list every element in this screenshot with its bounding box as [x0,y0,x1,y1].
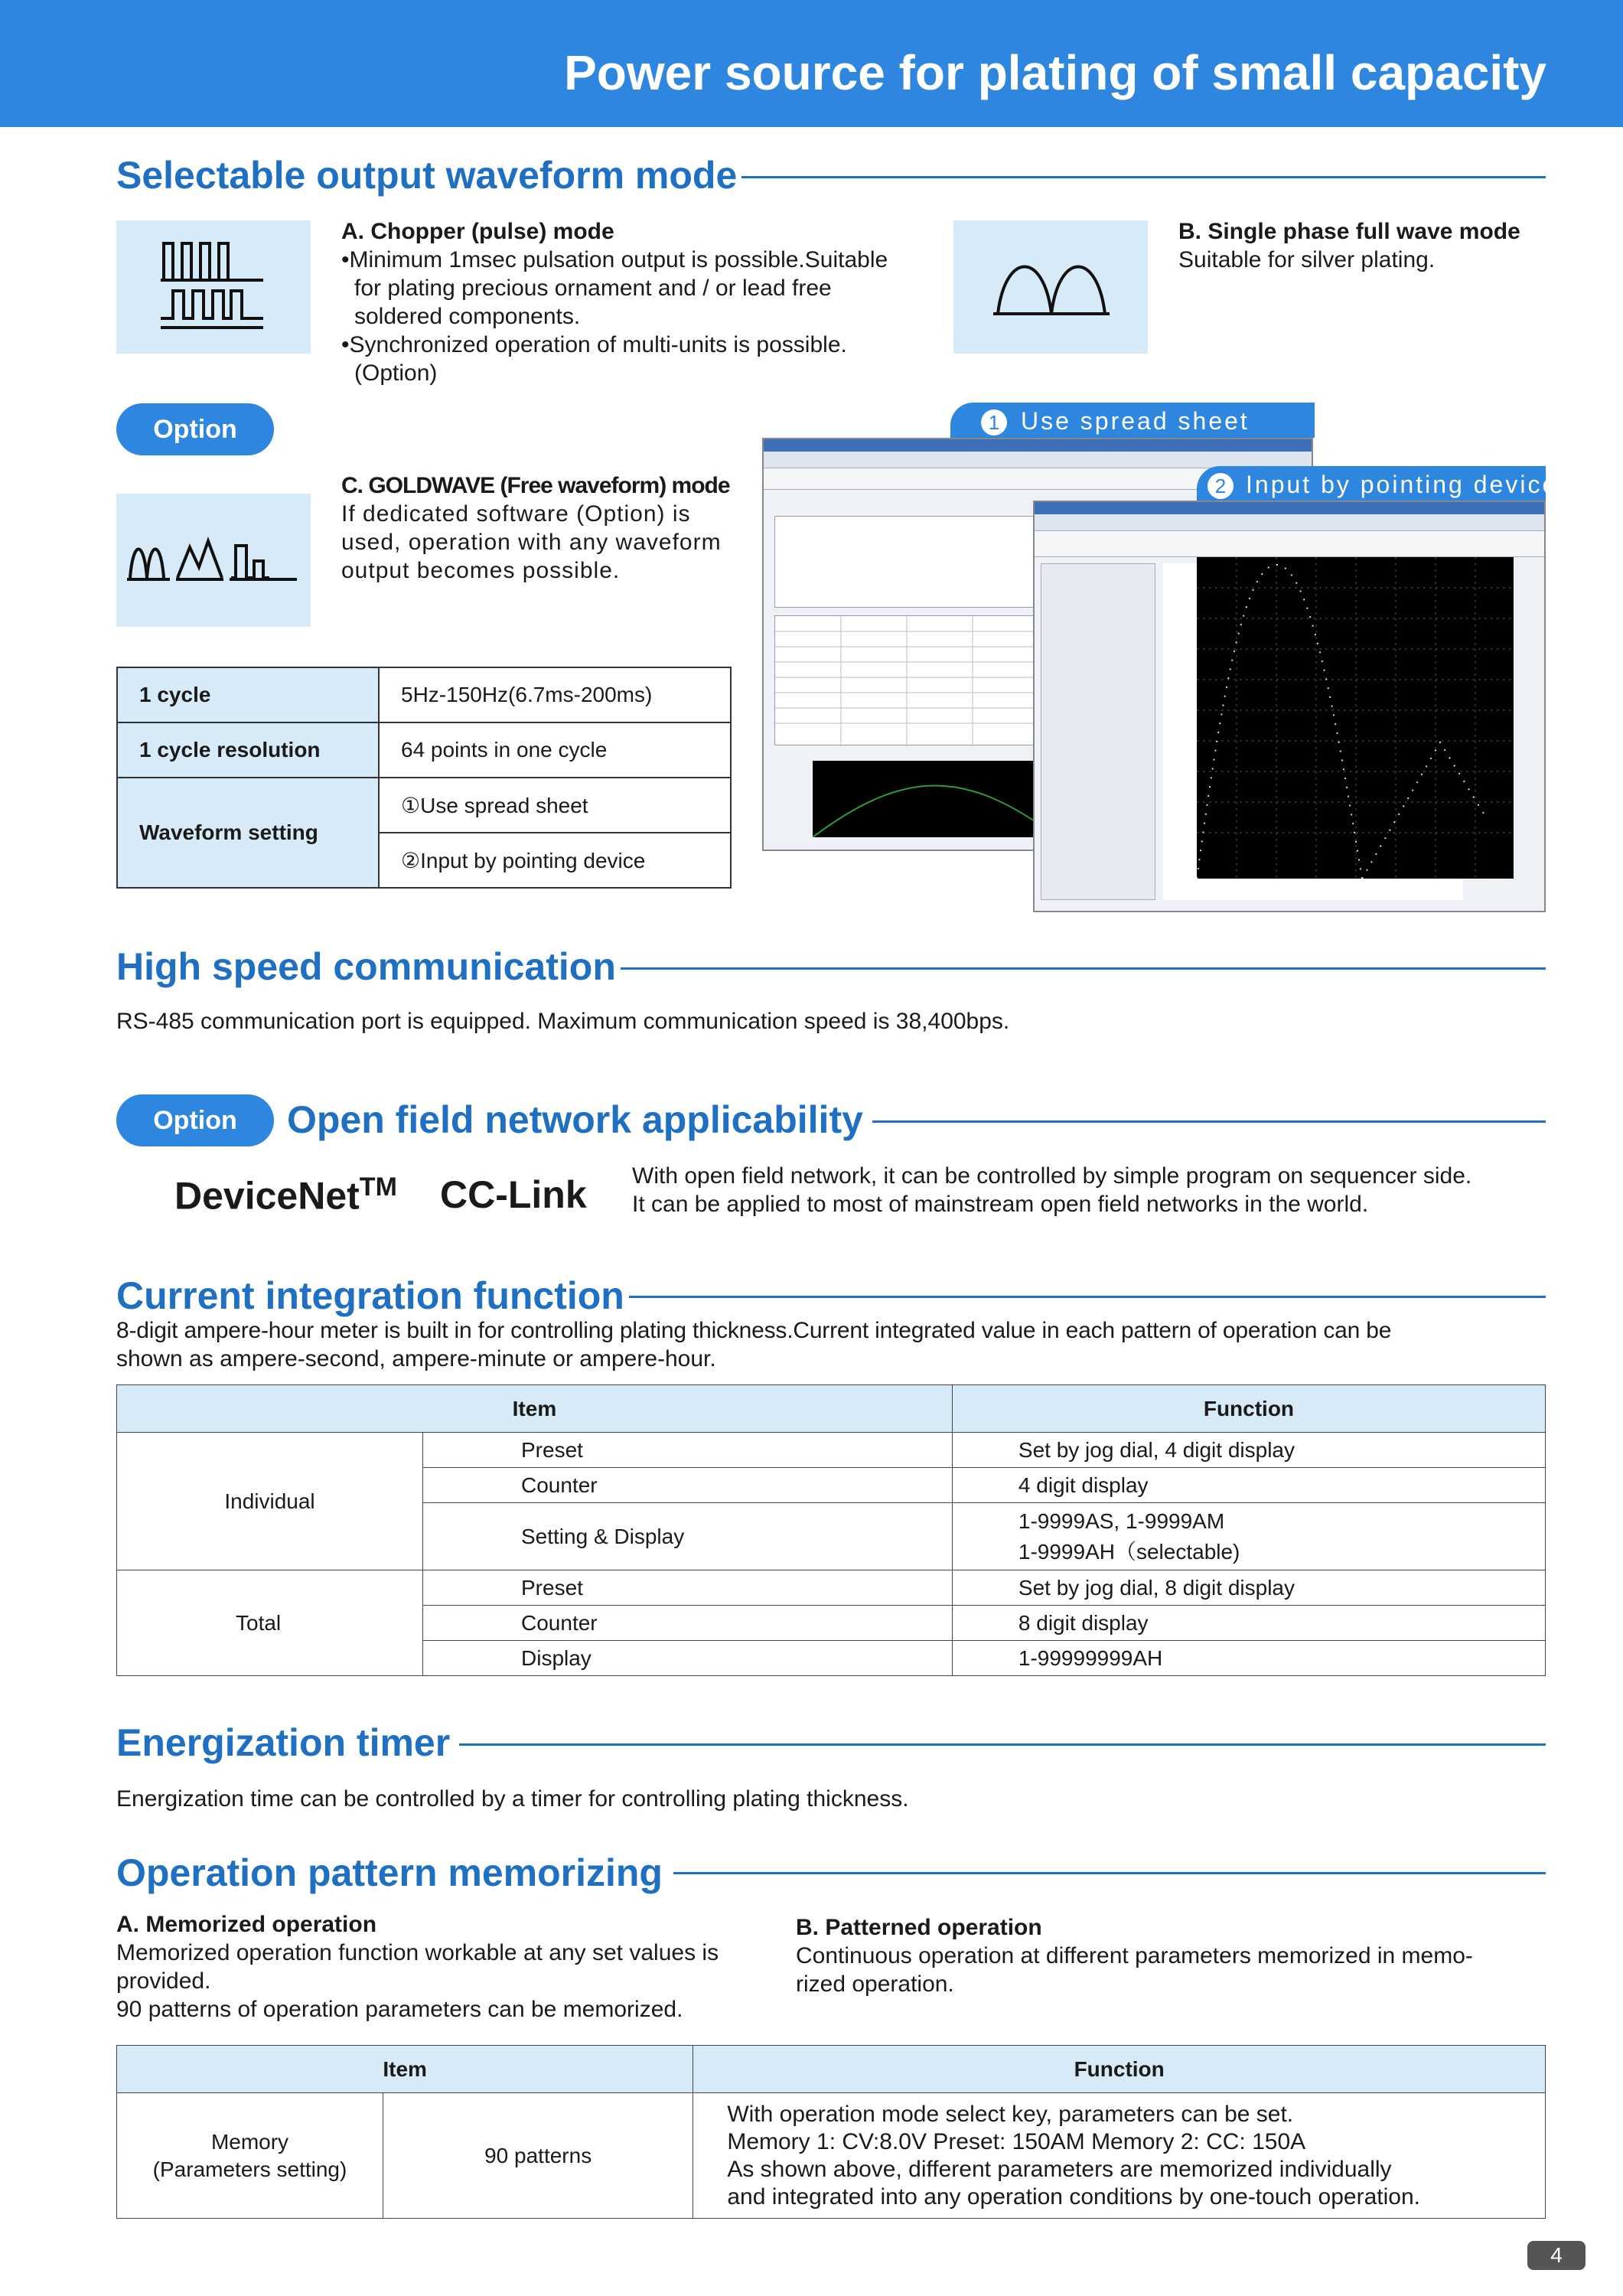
group-individual: Individual [117,1433,423,1570]
timer-text: Energization time can be controlled by a timer for controlling plating thickness. [116,1786,909,1812]
page-number: 4 [1527,2241,1586,2270]
step-number: 2 [1207,473,1234,499]
section-title-memory: Operation pattern memorizing [116,1851,667,1895]
memorized-line-3: 90 patterns of operation parameters can be memorized. [116,1997,683,2022]
spec-value: 64 points in one cycle [379,722,731,778]
pointing-device-tab-label: Input by pointing device [1246,471,1559,498]
item-cell: Counter [423,1468,953,1503]
goldwave-title: C. GOLDWAVE (Free waveform) mode [341,473,730,498]
patterned-line-2: rized operation. [796,1971,954,1997]
option-badge: Option [116,1094,274,1146]
chopper-line-2: for plating precious ornament and / or lead free [354,276,832,301]
item-memory-cell [117,2093,383,2219]
communication-text: RS-485 communication port is equipped. Maximum communication speed is 38,400bps. [116,1009,1010,1034]
header-item: Item [117,1385,953,1433]
section-rule [872,1120,1546,1123]
window-titlebar [1035,502,1544,514]
header-function: Function [693,2046,1546,2093]
memorized-line-1: Memorized operation function workable at any set values is [116,1940,719,1965]
spec-value: 5Hz-150Hz(6.7ms-200ms) [379,667,731,722]
trademark-mark: TM [359,1172,397,1202]
patterned-title: B. Patterned operation [796,1915,1042,1940]
full-wave-desc: Suitable for silver plating. [1178,247,1436,272]
page-title: Power source for plating of small capacity [564,45,1546,100]
function-line: and integrated into any operation conditions by one-touch operation. [727,2183,1420,2210]
section-rule [605,967,1546,970]
goldwave-line-1: If dedicated software (Option) is [341,501,691,527]
section-title-integration: Current integration function [116,1274,629,1318]
function-line: 1-9999AH（selectable) [1018,1539,1240,1564]
option-badge: Option [116,403,274,455]
spec-label: Waveform setting [117,778,379,888]
patterned-line-1: Continuous operation at different parameters memorized in memo- [796,1943,1473,1968]
header-function: Function [952,1385,1545,1433]
function-line: Memory 1: CV:8.0V Preset: 150AM Memory 2: CC: 150A [727,2128,1306,2154]
chopper-mode-text [341,217,938,387]
pointing-device-tab [1197,466,1559,501]
table-row [117,1433,1546,1468]
section-rule [459,1743,1546,1746]
control-panel [1041,563,1155,900]
section-rule [627,1296,1546,1298]
spreadsheet-tab-label: Use spread sheet [1021,407,1250,435]
integration-text [116,1316,1547,1373]
item-cell: Setting & Display [423,1503,953,1570]
integration-table [116,1384,1546,1676]
chopper-line-5: (Option) [354,360,438,386]
waveform-plot [1197,557,1514,879]
section-title-network: Open field network applicability [287,1097,868,1142]
item-cell: Preset [423,1433,953,1468]
function-cell: 8 digit display [952,1606,1545,1641]
item-cell: Counter [423,1606,953,1641]
patterns-cell: 90 patterns [383,2093,693,2219]
section-title-communication: High speed communication [116,944,621,989]
goldwave-line-3: output becomes possible. [341,558,621,583]
full-wave-icon [953,220,1148,354]
window-menubar [1035,514,1544,531]
spec-value: ①Use spread sheet [379,778,731,833]
memorized-operation-text [116,1910,790,2024]
full-wave-text [1178,217,1561,274]
window-titlebar [764,439,1312,452]
table-row [117,778,731,833]
spec-label: 1 cycle [117,667,379,722]
cclink-logo: CC-Link [440,1173,587,1216]
item-cell: Preset [423,1570,953,1606]
spec-value: ②Input by pointing device [379,833,731,888]
item-cell: Display [423,1641,953,1676]
table-row [117,1570,1546,1606]
function-line: As shown above, different parameters are memorized individually [727,2156,1392,2182]
section-rule [735,176,1546,178]
memorized-line-2: provided. [116,1968,211,1994]
item-line: (Parameters setting) [152,2157,347,2181]
memory-function-cell [693,2093,1546,2219]
chopper-line-3: soldered components. [354,304,581,329]
free-waveform-icon [116,494,311,627]
table-row [117,667,731,722]
waveform-spec-table [116,667,732,889]
function-cell: Set by jog dial, 4 digit display [952,1433,1545,1468]
devicenet-text: DeviceNet [174,1174,360,1218]
function-cell: 4 digit display [952,1468,1545,1503]
integration-line-2: shown as ampere-second, ampere-minute or ampere-hour. [116,1346,716,1371]
pointing-device-screenshot [1033,501,1546,912]
section-title-timer: Energization timer [116,1720,455,1765]
network-line-1: With open field network, it can be controlled by simple program on sequencer side. [632,1163,1472,1189]
memory-table [116,2045,1546,2219]
full-wave-title: B. Single phase full wave mode [1178,219,1520,244]
spec-label: 1 cycle resolution [117,722,379,778]
table-row [117,722,731,778]
window-toolbar [1035,531,1544,557]
function-cell [952,1503,1545,1570]
network-line-2: It can be applied to most of mainstream open field networks in the world. [632,1192,1369,1217]
function-line: With operation mode select key, parameters can be set. [727,2101,1294,2127]
function-line: 1-9999AS, 1-9999AM [1018,1508,1225,1533]
table-header-row [117,2046,1546,2093]
chopper-line-4: •Synchronized operation of multi-units is possible. [341,332,847,357]
spreadsheet-tab [950,403,1315,438]
goldwave-text [341,471,747,585]
function-cell: Set by jog dial, 8 digit display [952,1570,1545,1606]
chopper-line-1: •Minimum 1msec pulsation output is possible.Suitable [341,247,888,272]
memorized-title: A. Memorized operation [116,1912,377,1937]
header-item: Item [117,2046,693,2093]
step-number: 1 [981,409,1007,435]
item-line: Memory [210,2129,289,2154]
patterned-operation-text [796,1913,1553,1998]
settings-group [774,516,1058,608]
goldwave-line-2: used, operation with any waveform [341,530,722,555]
function-cell: 1-99999999AH [952,1641,1545,1676]
chopper-mode-title: A. Chopper (pulse) mode [341,219,614,244]
section-title-waveform: Selectable output waveform mode [116,153,741,197]
integration-line-1: 8-digit ampere-hour meter is built in for controlling plating thickness.Current integrated value in each pattern of operation can be [116,1318,1392,1343]
devicenet-logo [174,1172,397,1218]
table-header-row [117,1385,1546,1433]
pulse-waveform-icon [116,220,311,354]
table-row [117,2093,1546,2219]
network-text [632,1162,1550,1218]
section-rule [673,1872,1546,1874]
group-total: Total [117,1570,423,1676]
